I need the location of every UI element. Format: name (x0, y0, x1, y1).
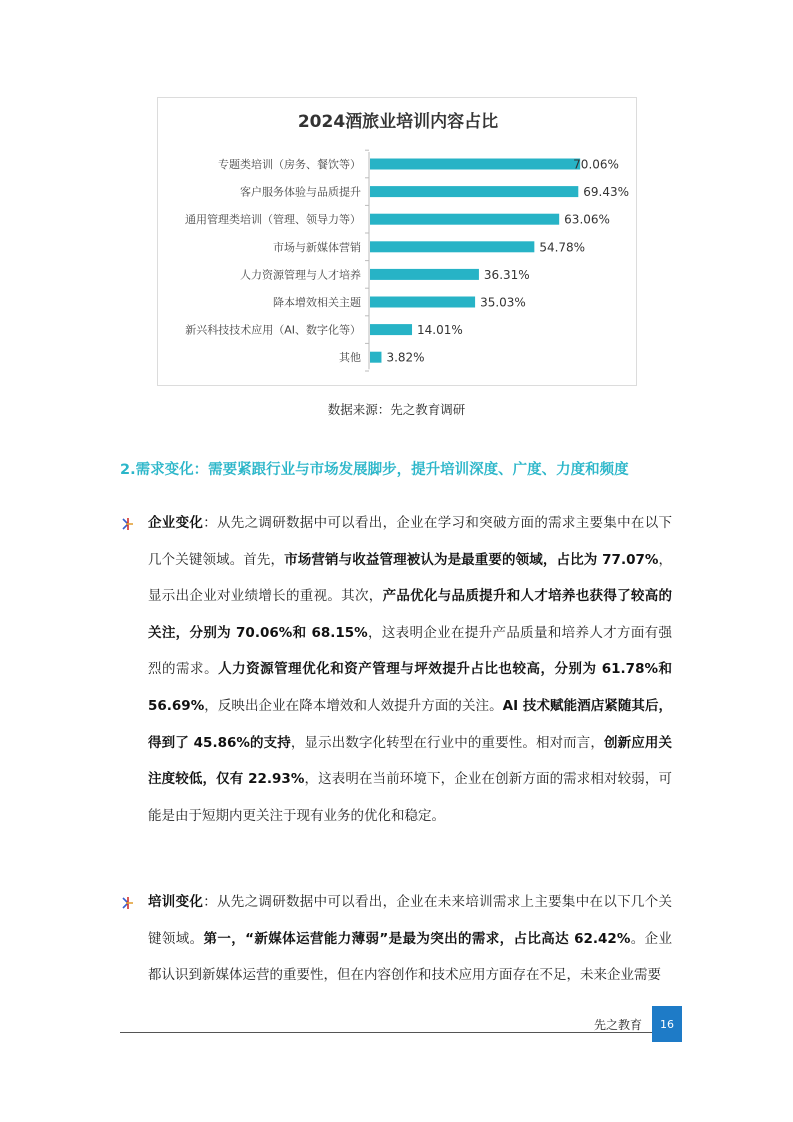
footer-divider (120, 1032, 676, 1033)
bar (370, 214, 559, 225)
data-label: 14.01% (417, 323, 463, 338)
data-label: 69.43% (583, 185, 630, 200)
bar (370, 297, 475, 308)
category-label: 市场与新媒体营销 (273, 240, 361, 254)
text-segment: ，显示出数字化转型在行业中的重要性。相对而言， (290, 734, 605, 751)
category-label: 专题类培训（房务、餐饮等） (218, 158, 361, 171)
arrow-bullet-icon (120, 895, 136, 911)
data-label: 35.03% (480, 295, 526, 310)
bold-text-segment: 创新应用关注度较低，仅有 22.93% (148, 734, 672, 788)
text-segment: ，显示出企业对业绩增长的重视。其次， (148, 551, 673, 605)
text-segment: ：从先之调研数据中可以看出，企业在学习和突破方面的需求主要集中在以下几个关键领域。首先， (148, 515, 673, 568)
data-label: 54.78% (539, 240, 586, 255)
chart-container (157, 97, 637, 386)
text-segment: ，反映出企业在降本增效和人效提升方面的关注。 (204, 697, 503, 714)
data-label: 63.06% (564, 212, 610, 227)
text-segment: 。企业都认识到新媒体运营的重要性，但在内容创作和技术应用方面存在不足，未来企业需要 (148, 930, 673, 984)
data-label: 3.82% (386, 350, 425, 365)
category-label: 新兴科技技术应用（AI、数字化等） (185, 323, 361, 337)
bar-chart (158, 98, 638, 387)
text-segment: ，这表明在当前环境下，企业在创新方面的需求相对较弱，可能是由于短期内更关注于现有业务的优化和稳定。 (148, 771, 672, 824)
category-label: 其他 (339, 351, 361, 365)
section-heading: 2.需求变化：需要紧跟行业与市场发展脚步，提升培训深度、广度、力度和频度 (120, 462, 629, 478)
bar (370, 241, 534, 252)
category-label: 降本增效相关主题 (273, 296, 361, 309)
bold-text-segment: 产品优化与品质提升和人才培养也获得了较高的关注，分别为 70.06%和 68.15% (148, 588, 673, 641)
bar (370, 269, 479, 280)
paragraph-enterprise-change (148, 505, 672, 834)
category-label: 通用管理类培训（管理、领导力等） (185, 213, 361, 227)
data-source-caption: 数据来源：先之教育调研 (327, 402, 466, 417)
bold-text-segment: 培训变化 (148, 894, 204, 910)
bullet-paragraph-enterprise (120, 514, 672, 834)
chart-title: 2024酒旅业培训内容占比 (297, 112, 499, 132)
bold-text-segment: 市场营销与收益管理被认为是最重要的领域，占比为 77.07% (284, 551, 659, 568)
bold-text-segment: 人力资源管理优化和资产管理与坪效提升占比也较高，分别为 61.78%和 56.69% (148, 661, 673, 714)
footer-brand: 先之教育 (594, 1018, 643, 1032)
page-number: 16 (652, 1006, 682, 1042)
data-label: 70.06% (573, 157, 619, 172)
arrow-bullet-icon (120, 516, 136, 532)
bullet-paragraph-training (120, 893, 672, 994)
category-label: 人力资源管理与人才培养 (240, 268, 361, 282)
text-segment: ：从先之调研数据中可以看出，企业在未来培训需求上主要集中在以下几个关键领域。 (148, 894, 673, 947)
bar (370, 159, 580, 170)
bold-text-segment: 第一，“新媒体运营能力薄弱”是最为突出的需求，占比高达 62.42% (203, 930, 631, 947)
bold-text-segment: 企业变化 (148, 515, 204, 531)
text-segment: ，这表明企业在提升产品质量和培养人才方面有强烈的需求。 (148, 624, 673, 678)
category-label: 客户服务体验与品质提升 (240, 185, 361, 199)
paragraph-training-change (148, 884, 672, 994)
data-label: 36.31% (483, 267, 530, 282)
bar (370, 352, 381, 363)
bar (370, 186, 578, 197)
bold-text-segment: AI 技术赋能酒店紧随其后，得到了 45.86%的支持 (148, 697, 673, 751)
bar (370, 324, 412, 335)
